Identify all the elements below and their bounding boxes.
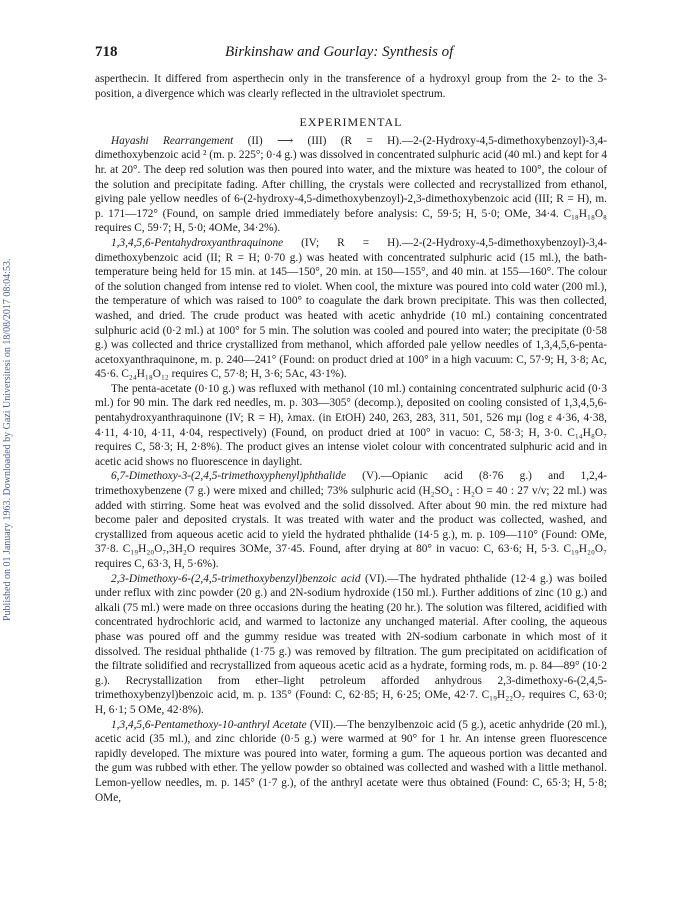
paragraph-lead: 1,3,4,5,6-Pentamethoxy-10-anthryl Acetate — [111, 718, 307, 731]
paragraph-text: (V).—Opianic acid (8·76 g.) and 1,2,4-trimethoxybenzene (7 g.) were mixed and chilled; 73% sulphuric acid (H₂SO₄ : H₂O = 40 : 27 v/v; 22 ml.) was added with stirring. Some heat was evolved and the solid dissolved. After about 90 min. the red mixture had become paler and deposited crystals. It was treated with water and the product was collected, washed, and crystallized from aqueous acetic acid to yield the hydrated phthalide (14·5 g.), m. p. 109—110° (Found: OMe, 37·8. C₁₉H₂₀O₇,3H₂O requires 3OMe, 37·45. Found, after drying at 80° in vacuo: C, 63·6; H, 5·3. C₁₉H₂₀O₇ requires C, 63·3, H, 5·6%). — [95, 470, 607, 570]
paragraph-lead: 1,3,4,5,6-Pentahydroxyanthraquinone — [111, 236, 284, 249]
paragraph-pentahydroxyanthraquinone — [95, 236, 607, 382]
paragraph-hayashi — [95, 134, 607, 236]
publication-sidebar-note[interactable]: Published on 01 January 1963. Downloaded by Gazi Universitesi on 18/08/2017 08:04:53. — [2, 258, 13, 622]
paragraph-lead: 6,7-Dimethoxy-3-(2,4,5-trimethoxyphenyl)phthalide — [111, 470, 346, 483]
running-header — [95, 44, 607, 64]
section-heading-experimental: EXPERIMENTAL — [299, 115, 403, 130]
paragraph-anthryl-acetate — [95, 718, 607, 806]
article-body — [95, 72, 607, 805]
paragraph-text: The penta-acetate (0·10 g.) was refluxed with methanol (10 ml.) containing concentrated sulphuric acid (0·3 ml.) for 90 min. The dark red needles, m. p. 303—305° (decomp.), deposited on cooling consisted of 1,3,4,5,6-pentahydroxyanthraquinone (IV; R = H), λmax. (in EtOH) 240, 263, 283, 311, 501, 526 mμ (log ε 4·36, 4·38, 4·11, 4·10, 4·11, 4·04, respectively) (Found, on product dried at 100° in vacuo: C, 58·3; H, 3·0. C₁₄H₈O₇ requires C, 58·3; H, 2·8%). The product gives an intense violet colour with concentrated sulphuric acid and in acetic acid shows no fluorescence in daylight. — [95, 382, 607, 468]
paragraph-text: (VII).—The benzylbenzoic acid (5 g.), acetic anhydride (20 ml.), acetic acid (35 ml.), and zinc chloride (0·5 g.) were warmed at 90° for 1 hr. An intense green fluorescence rapidly developed. The mixture was poured into water, forming a gum. The aqueous portion was decanted and the gum was rubbed with ether. The yellow powder so obtained was collected and washed with a little methanol. Lemon-yellow needles, m. p. 145° (1·7 g.), of the anthryl acetate were thus obtained (Found: C, 65·3; H, 5·8; OMe, — [95, 718, 607, 804]
paragraph-benzoic-acid — [95, 572, 607, 718]
paragraph-text: (II) ⟶ (III) (R = H).—2-(2-Hydroxy-4,5-dimethoxybenzoyl)-3,4-dimethoxybenzoic acid ² (m. p. 225°; 0·4 g.) was dissolved in concentrated sulphuric acid (40 ml.) and kept for 4 hr. at 20°. The deep red solution was then poured into water, and the mixture was heated to 100°, the colour of the solution and precipitate fading. After chilling, the crystals were collected and recrystallized from ethanol, giving pale yellow needles of 6-(2-hydroxy-4,5-dimethoxybenzoyl)-2,3-dimethoxybenzoic acid (III; R = H), m. p. 171—172° (Found, on sample dried immediately before analysis: C, 59·5; H, 5·0; OMe, 34·4. C₁₈H₁₈O₈ requires C, 59·7; H, 5·0; 4OMe, 34·2%). — [95, 134, 607, 235]
intro-paragraph: asperthecin. It differed from asperthecin only in the transference of a hydroxyl group from the 2- to the 3-position, a divergence which was clearly reflected in the ultraviolet spectrum. — [95, 73, 607, 100]
paragraph-lead: 2,3-Dimethoxy-6-(2,4,5-trimethoxybenzyl)benzoic acid — [111, 572, 361, 585]
paragraph-lead: Hayashi Rearrangement — [111, 134, 234, 147]
paragraph-phthalide — [95, 469, 607, 571]
paragraph-penta-acetate — [95, 382, 607, 470]
running-title: Birkinshaw and Gourlay: Synthesis of — [225, 44, 454, 60]
page-number: 718 — [95, 44, 118, 60]
paragraph-text: (VI).—The hydrated phthalide (12·4 g.) was boiled under reflux with zinc powder (20 g.) and 2N-sodium hydroxide (150 ml.). Further additions of zinc (10 g.) and alkali (75 ml.) were made on three occasions during the heating (20 hr.). The solution was filtered, acidified with concentrated hydrochloric acid, and warmed to lactonize any unchanged material. After cooling, the aqueous phase was poured off and the gummy residue was treated with 2N-sodium carbonate in which most of it dissolved. The residual phthalide (1·75 g.) was removed by filtration. The gum precipitated on acidification of the filtrate solidified and recrystallized from aqueous acetic acid as a hydrate, forming rods, m. p. 84—89° (10·2 g.). Recrystallization from ether–light petroleum afforded anhydrous 2,3-dimethoxy-6-(2,4,5-trimethoxybenzyl)benzoic acid, m. p. 135° (Found: C, 62·85; H, 6·25; OMe, 42·7. C₁₉H₂₂O₇ requires C, 63·0; H, 6·1; 5 OMe, 42·8%). — [95, 572, 608, 716]
paragraph-text: (IV; R = H).—2-(2-Hydroxy-4,5-dimethoxybenzoyl)-3,4-dimethoxybenzoic acid (II; R = H; 0·70 g.) was heated with concentrated sulphuric acid (15 ml.), the bath-temperature being held for 15 min. at 145—150°, 20 min. at 150—155°, and 40 min. at 155—160°. The colour of the solution changed from intense red to violet. When cool, the mixture was poured into cold water (200 ml.), the temperature of which was raised to 100° to coagulate the dark brown precipitate. This was then collected, washed, and dried. The crude product was heated with acetic anhydride (10 ml.) containing concentrated sulphuric acid (0·2 ml.) at 100° for 5 min. The solution was cooled and poured into water; the precipitate (0·58 g.) was collected and thrice crystallized from methanol, which afforded pale yellow needles of 1,3,4,5,6-penta-acetoxyanthraquinone, m. p. 240—241° (Found: on product dried at 100° in a high vacuum: C, 57·9; H, 3·8; Ac, 45·6. C₂₄H₁₈O₁₂ requires C, 57·8; H, 3·6; 5Ac, 43·1%). — [95, 236, 607, 381]
